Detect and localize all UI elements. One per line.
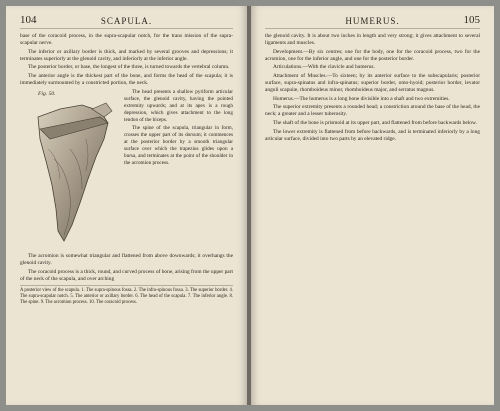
right-page: [251, 6, 494, 405]
scapula-figure-block: [20, 89, 233, 251]
figure-label: Fig. 50.: [38, 91, 56, 98]
scapula-drawing: [30, 99, 114, 249]
right-paragraph: Development.—By six centres; one for the body, one for the coracoid process, two for the acromion, one for the inferior angle, and one for the posterior border.: [265, 48, 480, 62]
right-page-header: [265, 12, 480, 29]
left-page-header: [20, 12, 233, 29]
left-paragraph: The anterior angle is the thickest part of the bone, and forms the head of the scapula; it is immediately surmounted by a constricted portion, the neck.: [20, 72, 233, 87]
left-paragraph: The head presents a shallow pyriform articular surface, the glenoid cavity, having the pointed extremity upwards; and at its apex is a rough depression, which gives attachment to the long tendon of the biceps.: [124, 89, 233, 123]
right-paragraph: Articulations.—With the clavicle and humerus.: [273, 64, 375, 71]
right-paragraph: The lower extremity is flattened from before backwards, and is terminated inferiorly by a long articular surface, divided into two parts by an elevated ridge.: [265, 128, 480, 142]
scapula-illustration: [20, 89, 120, 251]
left-paragraph: The coracoid process is a thick, round, and curved process of bone, arising from the upper part of the neck of the scapula, and over arching: [20, 268, 233, 282]
figure-side-text: [120, 89, 233, 251]
figure-caption: A posterior view of the scapula. 1. The supra-spinous fossa. 2. The infra-spinous fossa. 3. The superior border. 4. The supra-scapular notch. 5. The anterior or axillary border. 6. The head of the scapula. 7. The inferior angle. 8. The spine. 9. The acromion process. 10. The coracoid process.: [20, 285, 233, 307]
right-running-head: HUMERUS.: [345, 16, 400, 26]
left-paragraph: The spine of the scapula, triangular in form, crosses the upper part of its dorsum; it commences at the posterior border by a smooth triangular surface over which the trapezius glides upon a bursa, and terminates at the point of the shoulder in the acromion process.: [124, 125, 233, 166]
left-paragraph: The inferior or axillary border is thick, and marked by several grooves and depressions; it terminates superiorly at the glenoid cavity, and inferiorly at the inferior angle.: [20, 48, 233, 62]
right-paragraph: Humerus.—The humerus is a long bone divisible into a shaft and two extremities.: [273, 95, 450, 102]
left-paragraph: base of the coracoid process, in the supra-scapular notch, for the trans mission of the supra-scapular nerve.: [20, 33, 233, 47]
right-page-number: 105: [463, 14, 480, 26]
left-paragraph: The posterior border, or base, the longest of the three, is turned towards the vertebral column.: [28, 64, 230, 71]
left-running-head: SCAPULA.: [100, 16, 153, 26]
left-page-number: 104: [20, 14, 37, 26]
left-paragraph: The acromion is somewhat triangular and flattened from above downwards; it overhangs the glenoid cavity.: [20, 253, 233, 267]
right-paragraph: Attachment of Muscles.—To sixteen; by its anterior surface to the subscapularis; posterior surface, supra-spinatus and infra-spinatus; superior border, omo-hyoid; posterior border, levator anguli scapulæ, rhomboideus minor, rhomboideus major, and serratus magnus.: [265, 72, 480, 94]
right-paragraph: The shaft of the bone is prismoid at its upper part, and flattened from before backwards below.: [273, 120, 477, 127]
right-paragraph: the glenoid cavity. It is about two inches in length and very strong; it gives attachment to several ligaments and muscles.: [265, 33, 480, 47]
left-page: [6, 6, 247, 405]
right-paragraph: The superior extremity presents a rounded head; a constriction around the base of the head, the neck; a greater and a lesser tuberosity.: [265, 104, 480, 118]
